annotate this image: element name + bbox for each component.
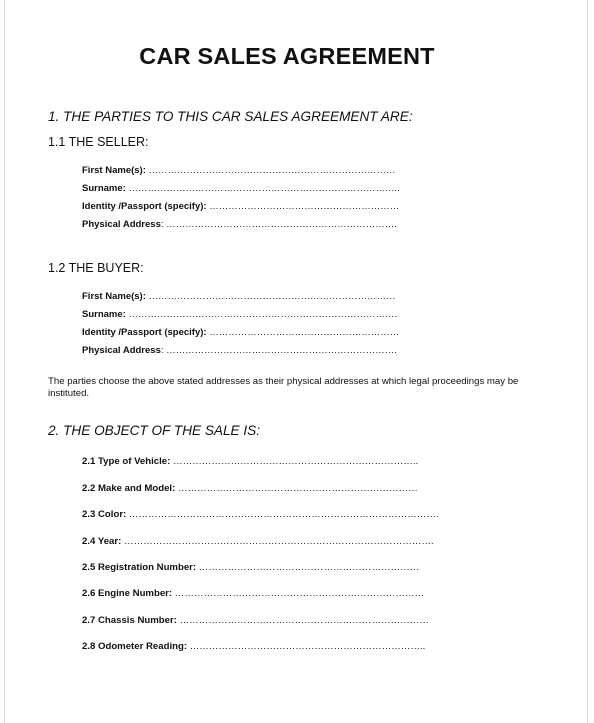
field-label: 2.5 Registration Number: (82, 562, 197, 573)
field-label: 2.7 Chassis Number: (82, 615, 177, 626)
fill-line: …………………………………………………………………… (145, 291, 396, 302)
field-label: First Name(s): (82, 291, 146, 302)
field-label: 2.2 Make and Model: (82, 483, 176, 494)
fill-line: ………………………………………………………………… (175, 483, 418, 494)
vehicle-type-field[interactable] (82, 456, 418, 468)
field-label: Physical Address (82, 345, 161, 356)
fill-line: …………………………………………………………………………. (125, 309, 398, 320)
document-title: CAR SALES AGREEMENT (139, 43, 435, 69)
fill-line: ………………………………………………………………….. (170, 456, 419, 467)
page-edge-right (587, 0, 588, 723)
seller-identity-field[interactable] (82, 201, 399, 213)
field-label: Identity /Passport (specify): (82, 201, 207, 212)
section-1-heading: 1. THE PARTIES TO THIS CAR SALES AGREEMENT ARE: (48, 109, 413, 124)
seller-heading: 1.1 THE SELLER: (48, 135, 149, 149)
field-label: 2.4 Year: (82, 536, 122, 547)
seller-address-field[interactable] (82, 219, 397, 231)
fill-line: …………………………………………………………………… (176, 615, 430, 626)
field-label: 2.8 Odometer Reading: (82, 641, 188, 652)
registration-number-field[interactable] (82, 562, 419, 574)
field-label: Identity /Passport (specify): (82, 327, 207, 338)
engine-number-field[interactable] (82, 588, 424, 600)
addresses-note: The parties choose the above stated addresses as their physical addresses at which legal proceedings may be instituted. (48, 376, 519, 399)
field-label: 2.1 Type of Vehicle: (82, 456, 171, 467)
page-edge-left (4, 0, 5, 723)
field-label: 2.3 Color: (82, 509, 127, 520)
seller-surname-field[interactable] (82, 183, 400, 195)
fill-line: ……………………………………………………………………………………. (121, 536, 434, 547)
field-label: Physical Address (82, 219, 161, 230)
fill-line: ………………………………………………………………………….. (125, 183, 400, 194)
section-2-heading: 2. THE OBJECT OF THE SALE IS: (48, 423, 261, 438)
fill-line: …………………………………………………………… (196, 562, 420, 573)
field-label: 2.6 Engine Number: (82, 588, 173, 599)
buyer-heading: 1.2 THE BUYER: (48, 261, 144, 275)
color-field[interactable] (82, 509, 439, 521)
field-label: Surname: (82, 183, 126, 194)
fill-line: …………………………………………………………………… (172, 588, 425, 599)
fill-line: : ………………………………………………………………. (160, 345, 397, 356)
fill-line: ……………………………………………………………………………………. (126, 509, 439, 520)
seller-first-name-field[interactable] (82, 165, 396, 177)
year-field[interactable] (82, 536, 434, 548)
buyer-first-name-field[interactable] (82, 291, 396, 303)
fill-line: ……………………………………………………………….. (187, 641, 426, 652)
fill-line: …………………………………………………… (206, 327, 400, 338)
fill-line: …………………………………………………………………… (145, 165, 396, 176)
buyer-address-field[interactable] (82, 345, 397, 357)
buyer-identity-field[interactable] (82, 327, 399, 339)
fill-line: …………………………………………………… (206, 201, 400, 212)
buyer-surname-field[interactable] (82, 309, 397, 321)
fill-line: : ………………………………………………………………. (160, 219, 397, 230)
chassis-number-field[interactable] (82, 615, 429, 627)
field-label: Surname: (82, 309, 126, 320)
odometer-reading-field[interactable] (82, 641, 425, 653)
field-label: First Name(s): (82, 165, 146, 176)
make-model-field[interactable] (82, 483, 418, 495)
